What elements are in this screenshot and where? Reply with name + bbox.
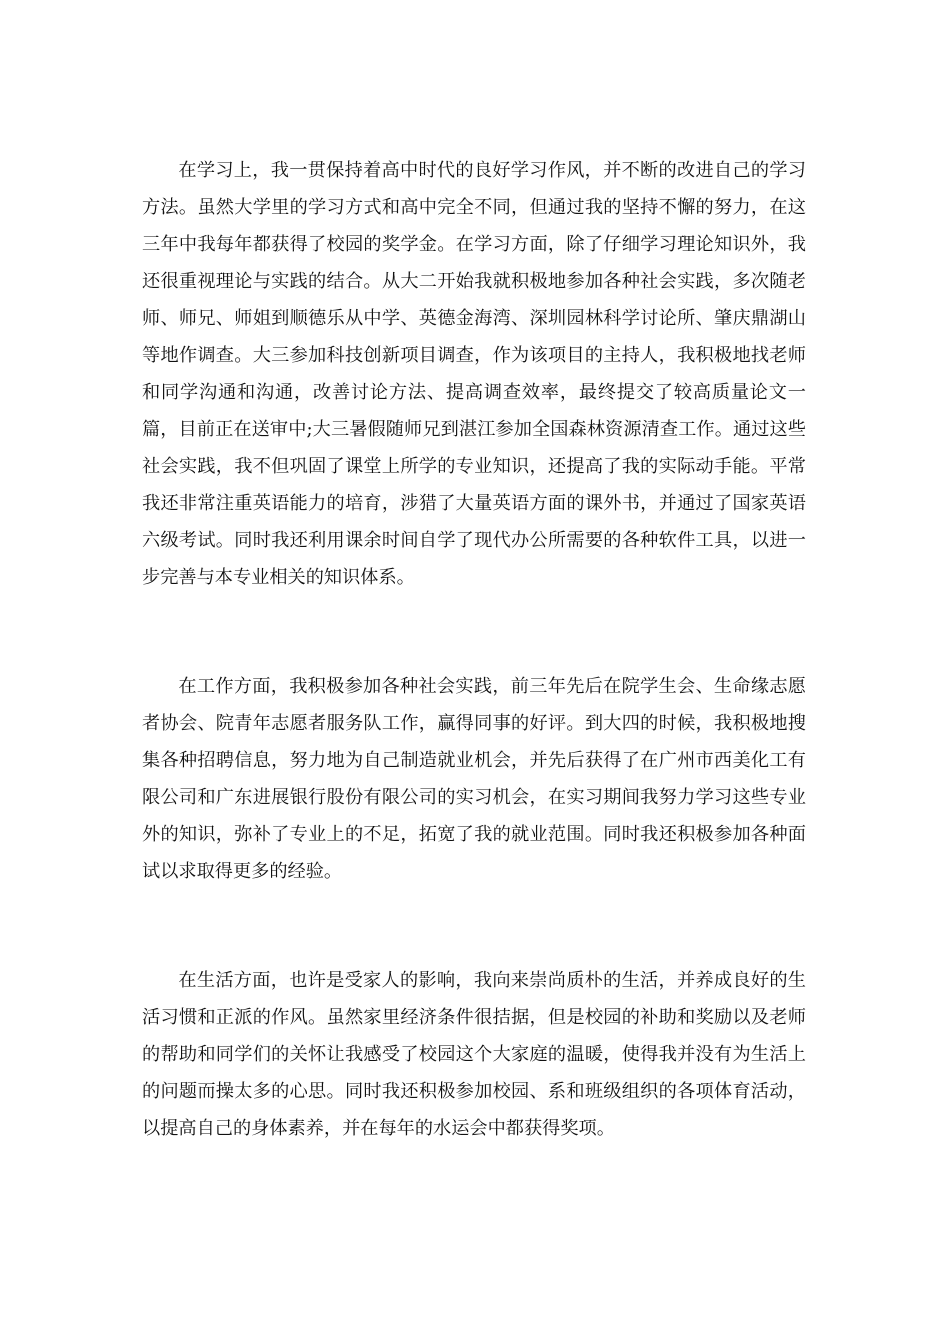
paragraph-life: 在生活方面，也许是受家人的影响，我向来崇尚质朴的生活，并养成良好的生活习惯和正派的作风。虽然家里经济条件很拮据，但是校园的补助和奖励以及老师的帮助和同学们的关怀让我感受了校园这个大家庭的温暖，使得我并没有为生活上的问题而操太多的心思。同时我还积极参加校园、系和班级组织的各项体育活动，以提高自己的身体素养，并在每年的水运会中都获得奖项。: [142, 970, 806, 1139]
paragraph-study: 在学习上，我一贯保持着高中时代的良好学习作风，并不断的改进自己的学习方法。虽然大学里的学习方式和高中完全不同，但通过我的坚持不懈的努力，在这三年中我每年都获得了校园的奖学金。在学习方面，除了仔细学习理论知识外，我还很重视理论与实践的结合。从大二开始我就积极地参加各种社会实践，多次随老师、师兄、师姐到顺德乐从中学、英德金海湾、深圳园林科学讨论所、肇庆鼎湖山等地作调查。大三参加科技创新项目调查，作为该项目的主持人，我积极地找老师和同学沟通和沟通，改善讨论方法、提高调查效率，最终提交了较高质量论文一篇，目前正在送审中;大三暑假随师兄到湛江参加全国森林资源清查工作。通过这些社会实践，我不但巩固了课堂上所学的专业知识，还提高了我的实际动手能。平常我还非常注重英语能力的培育，涉猎了大量英语方面的课外书，并通过了国家英语六级考试。同时我还利用课余时间自学了现代办公所需要的各种软件工具，以进一步完善与本专业相关的知识体系。: [142, 160, 806, 588]
paragraph-work: 在工作方面，我积极参加各种社会实践，前三年先后在院学生会、生命缘志愿者协会、院青年志愿者服务队工作，赢得同事的好评。到大四的时候，我积极地搜集各种招聘信息，努力地为自己制造就业机会，并先后获得了在广州市西美化工有限公司和广东进展银行股份有限公司的实习机会，在实习期间我努力学习这些专业外的知识，弥补了专业上的不足，拓宽了我的就业范围。同时我还积极参加各种面试以求取得更多的经验。: [142, 676, 806, 882]
document-body: [142, 152, 806, 1147]
